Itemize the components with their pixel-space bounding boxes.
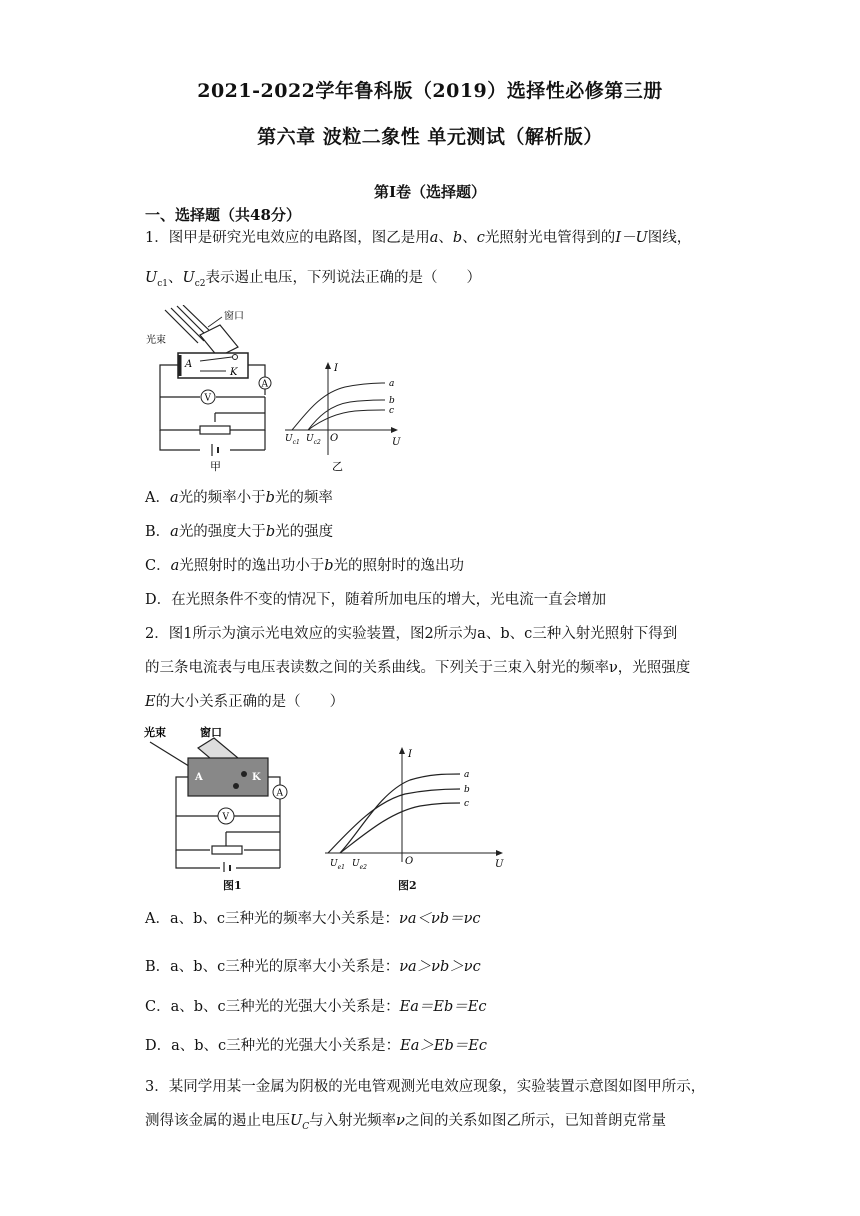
svg-text:U: U: [495, 859, 504, 870]
document-title-line2: 第六章 波粒二象性 单元测试（解析版）: [257, 126, 603, 148]
svg-text:Uc1: $U_{c1}$: [285, 434, 300, 446]
q2-stem-line3: E的大小关系正确的是（ ）: [145, 694, 345, 710]
q1-window-label: 窗口: [224, 311, 244, 322]
q1-figure: [140, 305, 420, 475]
svg-text:Uc2: $U_{c2}$: [306, 434, 321, 446]
q2-curve-c: [340, 803, 460, 853]
q1-curve-c: [308, 410, 385, 430]
q3-stem-line1: 3．某同学用某一金属为阴极的光电管观测光电效应现象，实验装置示意图如图甲所示，: [145, 1079, 706, 1095]
section-heading: 第Ⅰ卷（选择题）: [373, 183, 487, 201]
q1-beam-label: 光束: [146, 335, 166, 346]
q1-option-a[interactable]: A．a光的频率小于b光的频率: [145, 490, 333, 506]
svg-text:K: K: [252, 772, 261, 783]
svg-text:O: O: [330, 433, 339, 444]
svg-text:I: I: [334, 363, 338, 374]
q1-option-d[interactable]: D．在光照条件不变的情况下，随着所加电压的增大，光电流一直会增加: [145, 592, 607, 608]
q2-option-c[interactable]: C．a、b、c三种光的光强大小关系是：Ea＝Eb＝Ec: [145, 999, 487, 1015]
q2-stem-line1: 2．图1所示为演示光电效应的实验装置，图2所示为a、b、c三种入射光照射下得到: [145, 626, 678, 642]
q1-stem-line1: 1．图甲是研究光电效应的电路图，图乙是用a、b、c光照射光电管得到的I－U图线，: [145, 230, 692, 246]
svg-text:c: c: [464, 799, 470, 809]
q1-ammeter-label: A: [261, 379, 268, 390]
q1-label-jia: 甲: [210, 460, 221, 473]
svg-text:a: a: [389, 379, 395, 389]
svg-text:I: I: [408, 749, 412, 760]
svg-text:c: c: [389, 406, 395, 416]
svg-text:b: b: [464, 785, 470, 795]
q1-iu-graph: [285, 362, 401, 473]
svg-text:a: a: [464, 770, 470, 780]
q2-curve-a: [340, 774, 460, 853]
q1-voltmeter-label: V: [204, 393, 211, 404]
part-heading: 一、选择题（共48分）: [145, 206, 301, 224]
q1-cathode-label: K: [230, 367, 238, 378]
svg-text:U: U: [392, 437, 401, 448]
svg-text:V: V: [222, 812, 229, 823]
svg-text:b: b: [389, 396, 395, 406]
q1-stem-line2: $U_{c1}$、$U_{c2}$表示遏止电压，下列说法正确的是（ ）: [145, 270, 482, 289]
q2-fig2-caption: 图2: [398, 879, 417, 892]
q2-figure: [140, 722, 520, 872]
svg-text:Ue1: $U_{e1}$: [330, 859, 345, 871]
q2-beam-label: 光束: [144, 726, 166, 739]
svg-text:O: O: [405, 856, 414, 867]
q1-curve-b: [308, 400, 385, 430]
q2-light-beam: [150, 742, 192, 768]
q2-stem-line2: 的三条电流表与电压表读数之间的关系曲线。下列关于三束入射光的频率ν，光照强度: [145, 660, 691, 676]
q1-curve-a: [292, 383, 385, 430]
document-title-line1: 2021-2022学年鲁科版（2019）选择性必修第三册: [197, 80, 663, 102]
q2-option-b[interactable]: B．a、b、c三种光的原率大小关系是：νa＞νb＞νc: [145, 959, 481, 975]
q1-option-b[interactable]: B．a光的强度大于b光的强度: [145, 524, 334, 540]
q2-option-a[interactable]: A．a、b、c三种光的频率大小关系是：νa＜νb＝νc: [145, 911, 481, 927]
svg-text:A: A: [276, 788, 283, 799]
svg-text:A: A: [195, 772, 203, 783]
q2-window-label: 窗口: [200, 726, 222, 739]
q2-fig1-caption: 图1: [223, 879, 242, 892]
q2-option-d[interactable]: D．a、b、c三种光的光强大小关系是：Ea＞Eb＝Ec: [145, 1038, 487, 1054]
q1-anode-label: A: [185, 359, 193, 370]
q3-stem-line2: 测得该金属的遏止电压$U_C$与入射光频率ν之间的关系如图乙所示，已知普朗克常量: [145, 1113, 666, 1132]
q1-label-yi: 乙: [332, 460, 343, 473]
svg-text:Ue2: $U_{e2}$: [352, 859, 367, 871]
q1-option-c[interactable]: C．a光照射时的逸出功小于b光的照射时的逸出功: [145, 558, 465, 574]
q2-iu-graph: [325, 747, 504, 871]
